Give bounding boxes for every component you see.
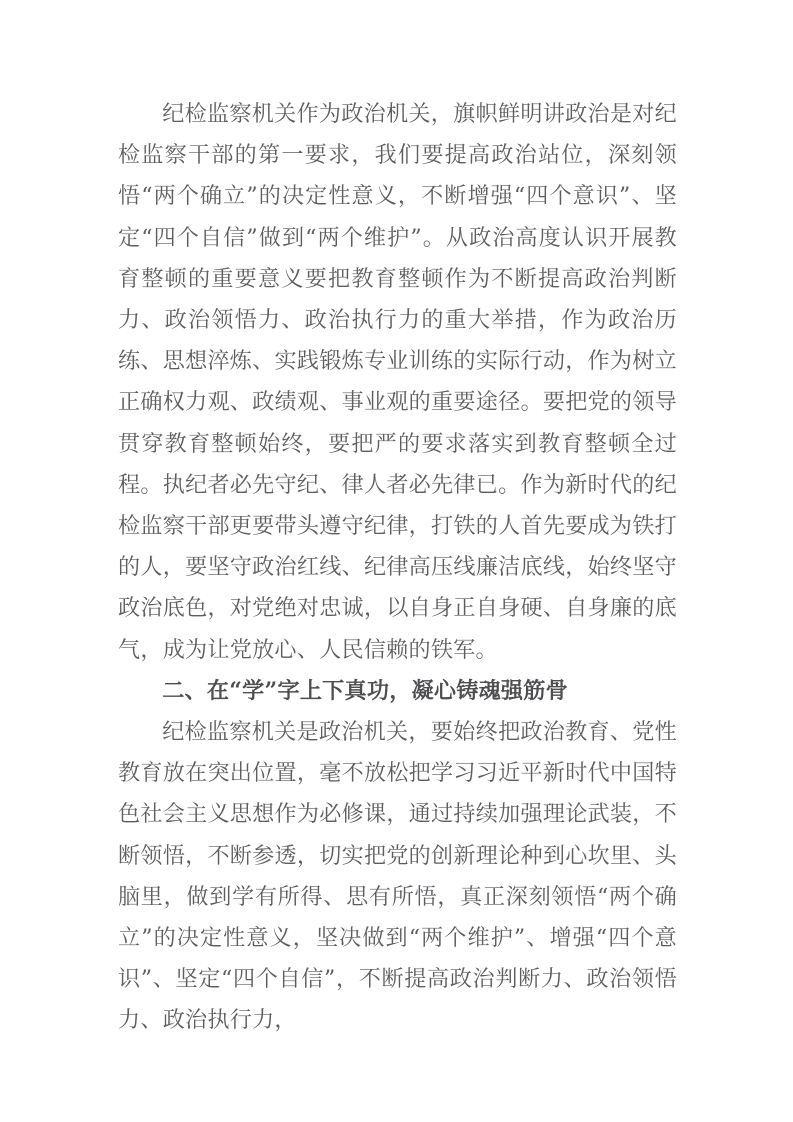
paragraph-political-organ: 纪检监察机关作为政治机关，旗帜鲜明讲政治是对纪检监察干部的第一要求，我们要提高政治站位，深刻领悟“两个确立”的决定性意义，不断增强“四个意识”、坚定“四个自信”做到“两个维护”。从政治高度认识开展教育整顿的重要意义要把教育整顿作为不断提高政治判断力、政治领悟力、政治执行力的重大举措，作为政治历练、思想淬炼、实践锻炼专业训练的实际行动，作为树立正确权力观、政绩观、事业观的重要途径。要把党的领导贯穿教育整顿始终，要把严的要求落实到教育整顿全过程。执纪者必先守纪、律人者必先律已。作为新时代的纪检监察干部更要带头遵守纪律，打铁的人首先要成为铁打的人，要坚守政治红线、纪律高压线廉洁底线，始终坚守政治底色，对党绝对忠诚，以自身正自身硬、自身廉的底气，成为让党放心、人民信赖的铁军。 — [118, 101, 677, 663]
document-text-body — [118, 94, 677, 1042]
heading-section-two: 二、在“学”字上下真功，凝心铸魂强筋骨 — [162, 677, 568, 704]
paragraph-study-section: 纪检监察机关是政治机关，要始终把政治教育、党性教育放在突出位置，毫不放松把学习习近平新时代中国特色社会主义思想作为必修课，通过持续加强理论武装，不断领悟，不断参透，切实把党的创新理论种到心坎里、头脑里，做到学有所得、思有所悟，真正深刻领悟“两个确立”的决定性意义，坚决做到“两个维护”、增强“四个意识”、坚定“四个自信”，不断提高政治判断力、政治领悟力、政治执行力， — [118, 719, 677, 1034]
